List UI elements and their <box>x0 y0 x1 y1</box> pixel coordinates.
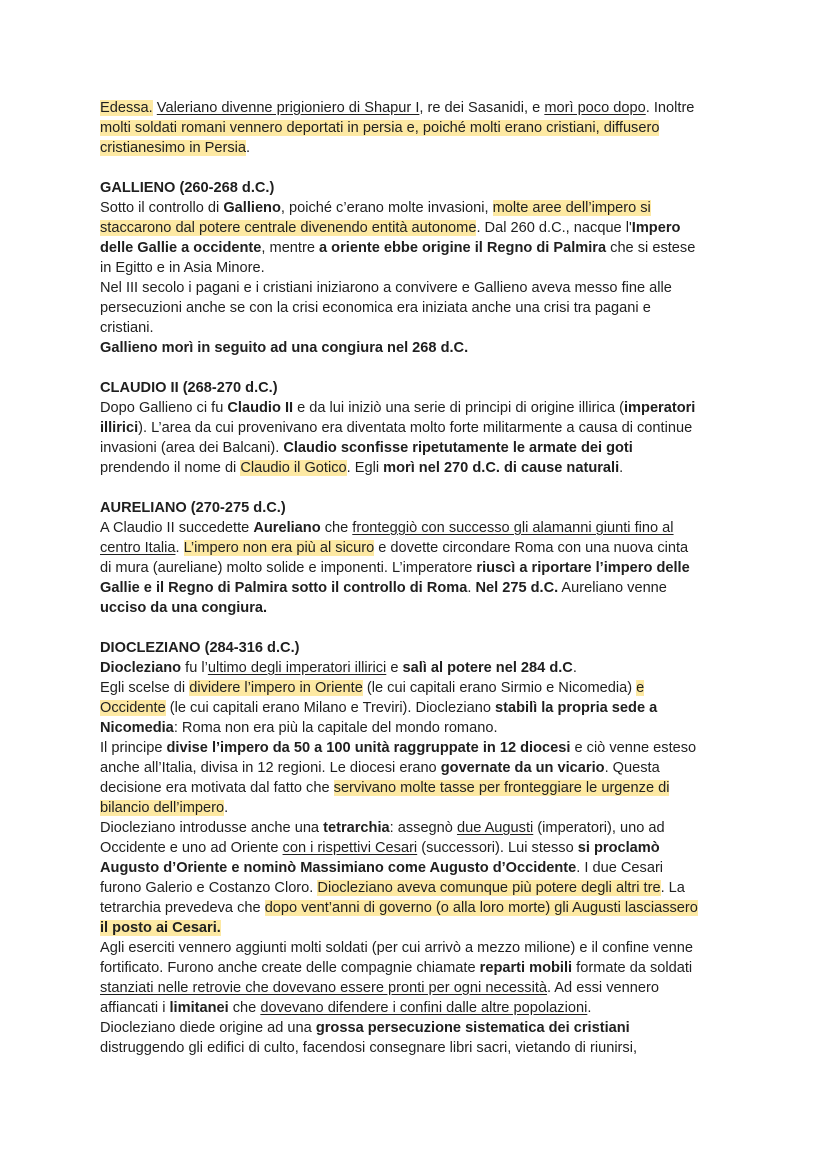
paragraph-gap <box>100 158 730 178</box>
text-segment: . Ad essi vennero <box>547 980 659 996</box>
bold-text: limitanei <box>169 1000 229 1016</box>
text-segment: anche all’Italia, divisa in 12 regioni. Le diocesi erano <box>100 760 441 776</box>
text-segment: in Egitto e in Asia Minore. <box>100 260 265 276</box>
bold-text: stabilì la propria sede a <box>495 700 658 716</box>
text-segment: invasioni (area dei Balcani). <box>100 440 284 456</box>
text-line <box>100 318 730 338</box>
highlighted-text: cristianesimo in Persia <box>100 140 246 156</box>
text-segment: decisione era motivata dal fatto che <box>100 780 334 796</box>
text-line <box>100 698 730 718</box>
text-line <box>100 1038 730 1058</box>
text-segment: ). L’area da cui provenivano era diventata molto forte militarmente a causa di continue <box>138 420 693 436</box>
text-segment: , mentre <box>261 240 320 256</box>
text-line <box>100 258 730 278</box>
text-line <box>100 958 730 978</box>
text-segment: : Roma non era più la capitale del mondo romano. <box>173 720 498 736</box>
highlighted-text: servivano molte tasse per fronteggiare le urgenze di <box>333 780 670 796</box>
text-line <box>100 298 730 318</box>
section-heading: CLAUDIO II (268-270 d.C.) <box>100 380 278 396</box>
text-segment: Dopo Gallieno ci fu <box>100 400 228 416</box>
bold-text: Gallieno <box>223 200 281 216</box>
text-segment: affiancati i <box>100 1000 170 1016</box>
highlighted-text: il posto ai Cesari. <box>100 920 221 936</box>
text-line <box>100 238 730 258</box>
text-segment: . <box>587 1000 592 1016</box>
bold-text: Nicomedia <box>100 720 174 736</box>
underlined-text: ultimo degli imperatori illirici <box>207 660 387 676</box>
text-segment: che <box>320 520 353 536</box>
highlighted-text: molti soldati romani vennero deportati in persia e, poiché molti erano cristiani, diffusero <box>100 120 660 136</box>
text-segment: Egli scelse di <box>100 680 190 696</box>
paragraph-gap <box>100 358 730 378</box>
text-segment: che <box>228 1000 261 1016</box>
text-segment: di mura (aureliane) molto solide e imponenti. L’imperatore <box>100 560 477 576</box>
bold-text: Augusto d’Oriente e nominò Massimiano come Augusto d’Occidente <box>100 860 577 876</box>
text-segment: . La <box>660 880 685 896</box>
text-segment: e dovette circondare Roma con una nuova cinta <box>374 540 689 556</box>
bold-text: Gallieno morì in seguito ad una congiura nel 268 d.C. <box>100 340 469 356</box>
bold-text: illirici <box>100 420 139 436</box>
text-segment: . Dal 260 d.C., nacque l' <box>476 220 632 236</box>
bold-text: reparti mobili <box>479 960 573 976</box>
text-segment: distruggendo gli edifici di culto, facendosi consegnare libri sacri, vietando di riunirsi, <box>100 1040 638 1056</box>
highlighted-text: e <box>636 680 645 696</box>
highlighted-text: Edessa. <box>100 100 153 116</box>
text-segment: che si estese <box>606 240 696 256</box>
text-line <box>100 538 730 558</box>
text-segment: Sotto il controllo di <box>100 200 224 216</box>
text-segment: Diocleziano introdusse anche una <box>100 820 324 836</box>
text-line <box>100 398 730 418</box>
text-segment: persecuzioni anche se con la crisi economica era iniziata anche una crisi tra pagani e <box>100 300 651 316</box>
text-line <box>100 218 730 238</box>
text-segment: A Claudio II succedette <box>100 520 254 536</box>
text-segment: Il principe <box>100 740 167 756</box>
text-line <box>100 838 730 858</box>
text-line <box>100 758 730 778</box>
text-segment: (imperatori), uno ad <box>533 820 665 836</box>
text-segment: prendendo il nome di <box>100 460 241 476</box>
text-segment: . I due Cesari <box>576 860 664 876</box>
bold-text: divise l’impero da 50 a 100 unità raggruppate in 12 diocesi <box>166 740 571 756</box>
text-line <box>100 98 730 118</box>
text-line <box>100 558 730 578</box>
highlighted-text: molte aree dell’impero si <box>492 200 651 216</box>
paragraph-gap <box>100 618 730 638</box>
text-segment: . <box>467 580 476 596</box>
underlined-text: stanziati nelle retrovie che dovevano essere pronti per ogni necessità <box>100 980 547 996</box>
bold-text: imperatori <box>624 400 696 416</box>
text-segment: Nel III secolo i pagani e i cristiani iniziarono a convivere e Gallieno aveva messo fine alle <box>100 280 672 296</box>
text-segment: . <box>175 540 184 556</box>
underlined-text: due Augusti <box>456 820 534 836</box>
underlined-text: centro Italia <box>100 540 176 556</box>
underlined-text: Valeriano divenne prigioniero di Shapur I <box>156 100 420 116</box>
text-line <box>100 338 730 358</box>
underlined-text: con i rispettivi Cesari <box>282 840 418 856</box>
text-segment: , re dei Sasanidi, e <box>419 100 545 116</box>
text-segment: furono Galerio e Costanzo Cloro. <box>100 880 318 896</box>
text-line <box>100 658 730 678</box>
highlighted-text: Claudio il Gotico <box>240 460 347 476</box>
text-segment: (le cui capitali erano Sirmio e Nicomedia) <box>362 680 637 696</box>
highlighted-text: staccarono dal potere centrale divenendo entità autonome <box>100 220 477 236</box>
section-heading: DIOCLEZIANO (284-316 d.C.) <box>100 640 300 656</box>
bold-text: Gallie e il Regno di Palmira sotto il controllo di Roma <box>100 580 468 596</box>
text-line <box>100 718 730 738</box>
text-line <box>100 598 730 618</box>
text-segment: (le cui capitali erano Milano e Treviri). Diocleziano <box>165 700 496 716</box>
bold-text: Nel 275 d.C. <box>475 580 559 596</box>
paragraph-gap <box>100 478 730 498</box>
bold-text: Claudio II <box>227 400 294 416</box>
text-line <box>100 278 730 298</box>
bold-text: delle Gallie a occidente <box>100 240 262 256</box>
text-segment: . <box>224 800 229 816</box>
text-segment: . <box>619 460 624 476</box>
bold-text: tetrarchia <box>323 820 390 836</box>
text-line <box>100 118 730 138</box>
text-segment: Diocleziano diede origine ad una <box>100 1020 316 1036</box>
text-segment: tetrarchia prevedeva che <box>100 900 265 916</box>
bold-text: Claudio sconfisse ripetutamente le armate dei goti <box>283 440 633 456</box>
text-line <box>100 198 730 218</box>
highlighted-text: dopo vent’anni di governo (o alla loro morte) gli Augusti lasciassero <box>264 900 698 916</box>
highlighted-text: Occidente <box>100 700 166 716</box>
underlined-text: fronteggiò con successo gli alamanni giunti fino al <box>352 520 674 536</box>
text-segment: . Questa <box>604 760 660 776</box>
highlighted-text: bilancio dell’impero <box>100 800 225 816</box>
text-line <box>100 898 730 918</box>
text-line <box>100 438 730 458</box>
text-line <box>100 938 730 958</box>
text-line <box>100 778 730 798</box>
text-line <box>100 578 730 598</box>
bold-text: grossa persecuzione sistematica dei cristiani <box>315 1020 630 1036</box>
text-segment: . Egli <box>346 460 384 476</box>
section-heading: AURELIANO (270-275 d.C.) <box>100 500 286 516</box>
text-line <box>100 738 730 758</box>
text-segment: cristiani. <box>100 320 154 336</box>
bold-text: riuscì a riportare l’impero delle <box>476 560 690 576</box>
text-segment: e da lui iniziò una serie di principi di origine illirica ( <box>293 400 624 416</box>
text-segment: Aureliano venne <box>558 580 667 596</box>
text-line <box>100 858 730 878</box>
text-segment: Occidente e uno ad Oriente <box>100 840 283 856</box>
bold-text: ucciso da una congiura. <box>100 600 268 616</box>
bold-text: morì nel 270 d.C. di cause naturali <box>383 460 620 476</box>
document-body <box>100 98 730 1058</box>
underlined-text: morì poco dopo <box>544 100 646 116</box>
text-segment: fu l’ <box>181 660 208 676</box>
bold-text: a oriente ebbe origine il Regno di Palmira <box>319 240 607 256</box>
text-segment: . <box>572 660 577 676</box>
text-line <box>100 518 730 538</box>
text-segment: Agli eserciti vennero aggiunti molti soldati (per cui arrivò a mezzo milione) e il confine venne <box>100 940 693 956</box>
text-segment: (successori). Lui stesso <box>417 840 578 856</box>
text-segment: fortificato. Furono anche create delle compagnie chiamate <box>100 960 480 976</box>
text-segment: , poiché c’erano molte invasioni, <box>280 200 493 216</box>
text-segment: : assegnò <box>389 820 457 836</box>
section-heading: GALLIENO (260-268 d.C.) <box>100 180 275 196</box>
text-segment: . Inoltre <box>645 100 695 116</box>
text-line <box>100 458 730 478</box>
text-line <box>100 998 730 1018</box>
bold-text: governate da un vicario <box>440 760 605 776</box>
text-segment: e ciò venne esteso <box>570 740 697 756</box>
highlighted-text: dividere l’impero in Oriente <box>189 680 363 696</box>
text-line <box>100 878 730 898</box>
text-segment: . <box>246 140 251 156</box>
bold-text: salì al potere nel 284 d.C <box>402 660 573 676</box>
text-line <box>100 978 730 998</box>
text-line <box>100 798 730 818</box>
bold-text: Impero <box>631 220 681 236</box>
bold-text: si proclamò <box>577 840 660 856</box>
text-line <box>100 138 730 158</box>
text-segment: formate da soldati <box>572 960 693 976</box>
text-line <box>100 818 730 838</box>
highlighted-text: Diocleziano aveva comunque più potere degli altri tre <box>317 880 661 896</box>
highlighted-text: L’impero non era più al sicuro <box>183 540 375 556</box>
underlined-text: dovevano difendere i confini dalle altre popolazioni <box>260 1000 588 1016</box>
text-line <box>100 678 730 698</box>
bold-text: Diocleziano <box>100 660 182 676</box>
text-line <box>100 918 730 938</box>
text-line <box>100 418 730 438</box>
text-segment: e <box>386 660 403 676</box>
bold-text: Aureliano <box>253 520 321 536</box>
text-line <box>100 1018 730 1038</box>
